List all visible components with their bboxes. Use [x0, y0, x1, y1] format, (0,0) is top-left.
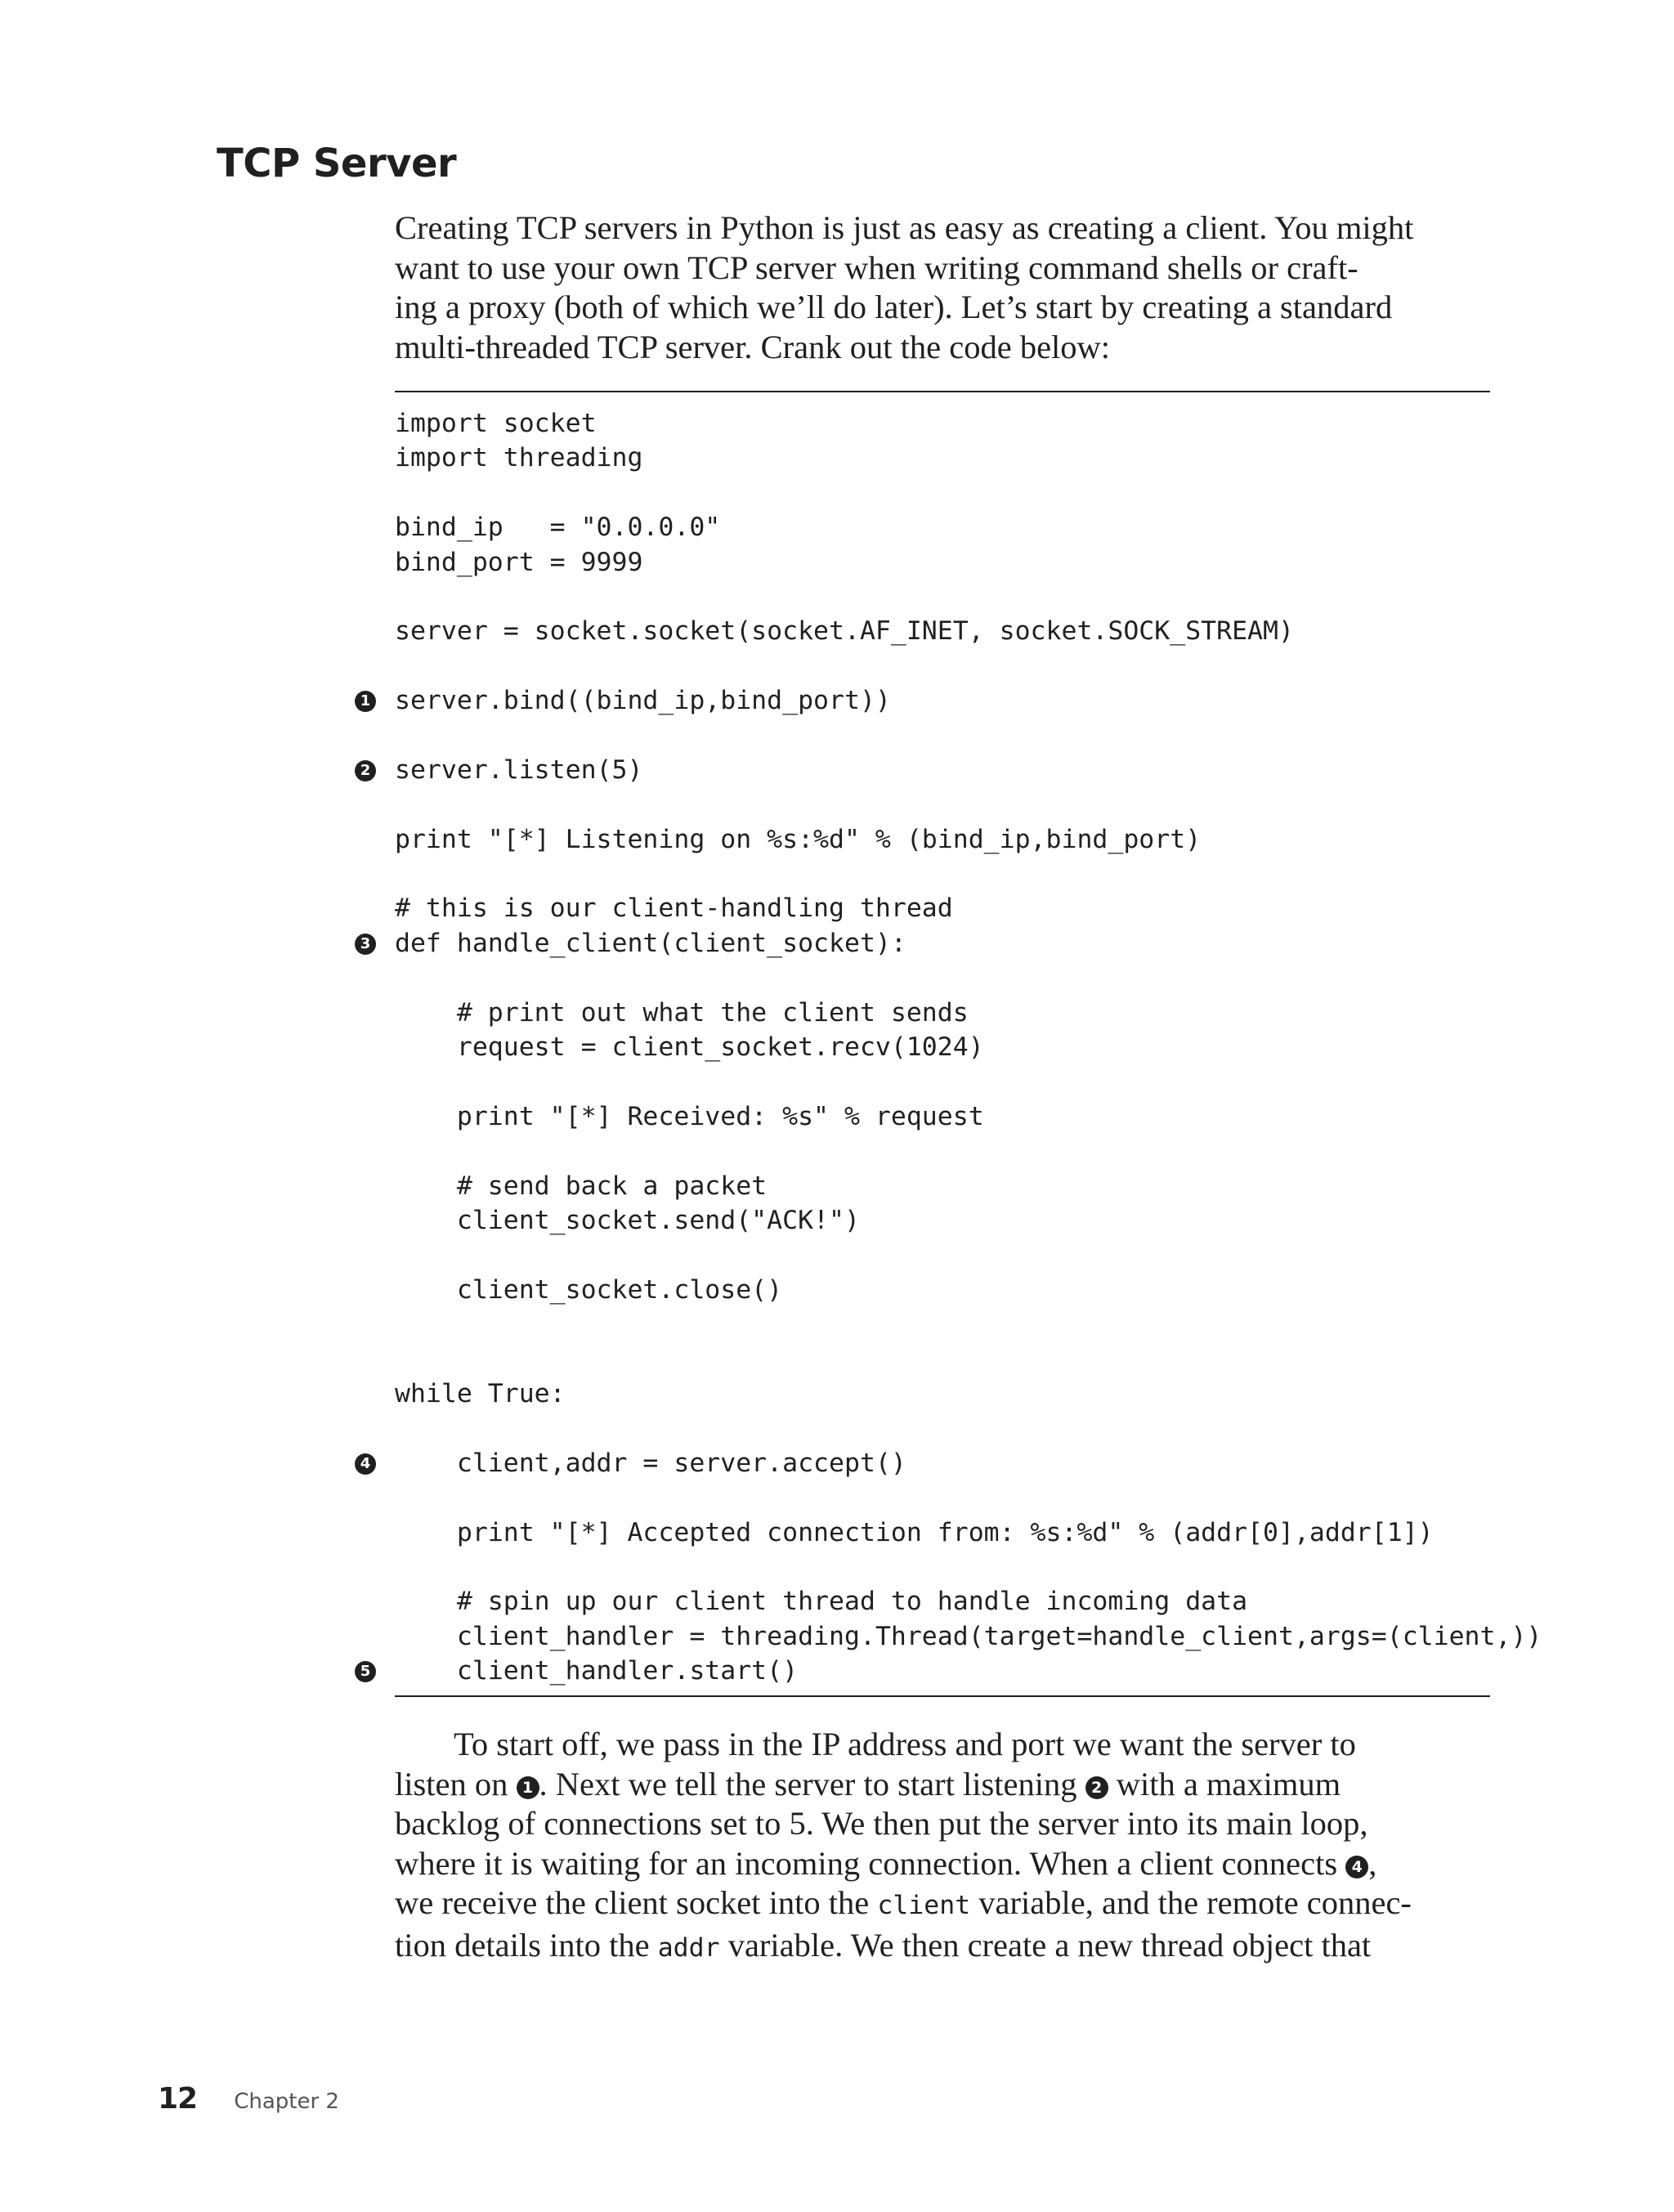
text-run: variable, and the remote connec-	[970, 1884, 1412, 1921]
text-run: we receive the client socket into the	[395, 1884, 878, 1921]
code-line	[395, 1550, 1490, 1584]
code-line	[395, 1307, 1490, 1341]
code-line: client_socket.close()	[395, 1274, 783, 1305]
code-line: print "[*] Listening on %s:%d" % (bind_ip,bind_port)	[395, 824, 1202, 854]
code-line	[395, 649, 1490, 683]
text-run: where it is waiting for an incoming connection. When a client connects	[395, 1844, 1346, 1882]
callout-marker-2: 2	[355, 760, 376, 781]
code-line: request = client_socket.recv(1024)	[395, 1032, 984, 1063]
code-listing	[360, 406, 1542, 1688]
explanation-line	[395, 1883, 1490, 1926]
text-run: tion details into the	[395, 1926, 658, 1963]
code-line: client_handler = threading.Thread(target=handle_client,args=(client,))	[395, 1621, 1542, 1651]
text-run: ,	[1368, 1844, 1377, 1882]
code-line: # this is our client-handling thread	[395, 893, 953, 924]
explanation-line: To start off, we pass in the IP address and port we want the server to	[454, 1726, 1356, 1762]
code-line: print "[*] Received: %s" % request	[395, 1101, 984, 1131]
callout-marker-3: 3	[355, 934, 376, 955]
intro-line: multi-threaded TCP server. Crank out the code below:	[395, 328, 1111, 365]
explanation-line	[395, 1844, 1490, 1884]
code-line	[395, 857, 1490, 891]
text-run: with a maximum	[1108, 1765, 1341, 1802]
code-bottom-rule	[395, 1695, 1490, 1697]
code-line	[395, 787, 1490, 822]
code-line: client_handler.start()	[395, 1656, 799, 1686]
code-line: server.bind((bind_ip,bind_port))	[395, 686, 891, 716]
code-line: server.listen(5)	[395, 754, 643, 785]
callout-marker-4: 4	[355, 1453, 376, 1475]
code-line	[395, 476, 1490, 510]
code-line: bind_port = 9999	[395, 547, 643, 577]
code-line: server = socket.socket(socket.AF_INET, socket.SOCK_STREAM)	[395, 616, 1294, 647]
callout-marker-1: 1	[517, 1776, 539, 1799]
callout-marker-5: 5	[355, 1661, 376, 1682]
code-top-rule	[395, 391, 1490, 392]
text-run: variable. We then create a new thread object that	[719, 1926, 1372, 1963]
code-line: # print out what the client sends	[395, 997, 969, 1028]
code-line	[395, 1411, 1490, 1445]
code-line: import threading	[395, 443, 643, 473]
chapter-label: Chapter 2	[234, 2089, 339, 2114]
text-run: . Next we tell the server to start listening	[539, 1765, 1085, 1802]
code-line	[395, 1238, 1490, 1272]
intro-paragraph	[395, 208, 1490, 367]
code-line: bind_ip = "0.0.0.0"	[395, 513, 721, 543]
code-line	[395, 1342, 1490, 1377]
code-line	[395, 1064, 1490, 1099]
page-footer	[158, 2082, 339, 2116]
inline-code-client: client	[877, 1891, 971, 1920]
text-run: listen on	[395, 1765, 517, 1802]
code-line	[395, 960, 1490, 995]
code-line: import socket	[395, 409, 597, 438]
code-line	[395, 580, 1490, 614]
callout-marker-1: 1	[355, 691, 376, 712]
explanation-line	[395, 1926, 1490, 1968]
section-heading: TCP Server	[217, 141, 457, 186]
explanation-line: backlog of connections set to 5. We then put the server into its main loop,	[395, 1805, 1368, 1842]
intro-line: want to use your own TCP server when writing command shells or craft-	[395, 249, 1358, 286]
code-line: while True:	[395, 1378, 566, 1408]
code-line: # send back a packet	[395, 1171, 768, 1201]
intro-line: ing a proxy (both of which we’ll do later). Let’s start by creating a standard	[395, 289, 1393, 325]
code-line: client,addr = server.accept()	[395, 1448, 906, 1478]
code-line	[395, 1134, 1490, 1168]
code-line	[395, 1480, 1490, 1515]
code-line: print "[*] Accepted connection from: %s:%d" % (addr[0],addr[1])	[395, 1517, 1434, 1547]
explanation-line	[395, 1765, 1490, 1805]
code-line: client_socket.send("ACK!")	[395, 1205, 860, 1235]
callout-marker-4: 4	[1345, 1856, 1368, 1878]
callout-marker-2: 2	[1085, 1776, 1108, 1799]
intro-line: Creating TCP servers in Python is just as easy as creating a client. You might	[395, 209, 1414, 246]
code-line: # spin up our client thread to handle incoming data	[395, 1587, 1248, 1617]
code-line: def handle_client(client_socket):	[395, 928, 906, 958]
inline-code-addr: addr	[657, 1932, 720, 1963]
explanation-paragraph	[395, 1725, 1490, 1968]
page-number: 12	[158, 2082, 198, 2116]
code-line	[395, 719, 1490, 753]
